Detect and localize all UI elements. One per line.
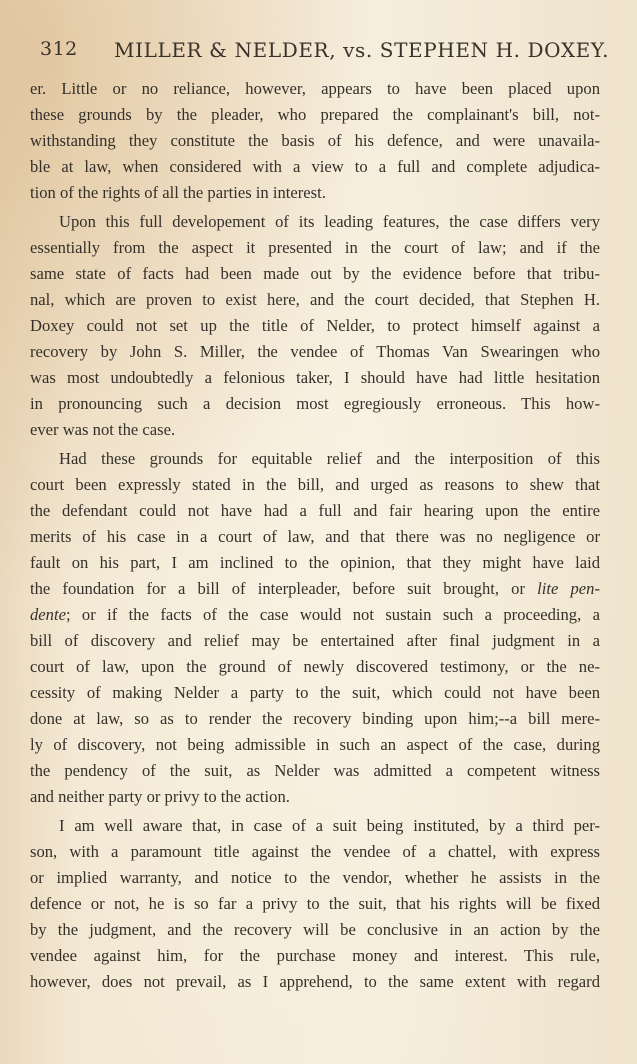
text-line: Had these grounds for equitable relief and the interposition of this: [59, 449, 600, 468]
body-text: [30, 76, 600, 998]
text-fragment: the foundation for a bill of interpleader, before suit brought, or: [30, 579, 525, 598]
text-line: the defendant could not have had a full and fair hearing upon the entire: [30, 501, 600, 520]
text-line: ever was not the case.: [30, 420, 176, 439]
text-line: these grounds by the pleader, who prepared the complainant's bill, not-: [30, 105, 600, 124]
text-line: defence or not, he is so far a privy to the suit, that his rights will be fixed: [30, 894, 600, 913]
text-line: merits of his case in a court of law, and that there was no negligence or: [30, 527, 600, 546]
paragraph-3: [30, 446, 600, 810]
page-number: 312: [40, 38, 78, 60]
text-line-with-italic: [30, 602, 600, 628]
text-line: in pronouncing such a decision most egregiously erroneous. This how-: [30, 394, 600, 413]
text-line: ly of discovery, not being admissible in such an aspect of the case, during: [30, 735, 600, 754]
text-line: tion of the rights of all the parties in interest.: [30, 183, 326, 202]
text-line: court of law, upon the ground of newly discovered testimony, or the ne-: [30, 657, 600, 676]
italic-phrase: lite pen-: [537, 579, 600, 598]
text-line: I am well aware that, in case of a suit being instituted, by a third per-: [59, 816, 600, 835]
text-line: vendee against him, for the purchase money and interest. This rule,: [30, 946, 600, 965]
text-line: bill of discovery and relief may be entertained after final judgment in a: [30, 631, 600, 650]
text-line: Upon this full developement of its leading features, the case differs very: [59, 212, 600, 231]
text-line: or implied warranty, and notice to the vendor, whether he assists in the: [30, 868, 600, 887]
text-line: cessity of making Nelder a party to the suit, which could not have been: [30, 683, 600, 702]
text-line: nal, which are proven to exist here, and the court decided, that Stephen H.: [30, 290, 600, 309]
paragraph-1: [30, 76, 600, 206]
text-line: done at law, so as to render the recovery binding upon him;--a bill mere-: [30, 709, 600, 728]
text-line: same state of facts had been made out by the evidence before that tribu-: [30, 264, 600, 283]
text-line: essentially from the aspect it presented in the court of law; and if the: [30, 238, 600, 257]
running-title: MILLER & NELDER, vs. STEPHEN H. DOXEY.: [114, 38, 610, 62]
text-line: and neither party or privy to the action.: [30, 787, 290, 806]
text-line: by the judgment, and the recovery will be conclusive in an action by the: [30, 920, 600, 939]
text-line: fault on his part, I am inclined to the opinion, that they might have laid: [30, 553, 600, 572]
text-line: withstanding they constitute the basis of his defence, and were unavaila-: [30, 131, 600, 150]
text-line: was most undoubtedly a felonious taker, I should have had little hesitation: [30, 368, 600, 387]
paragraph-2: [30, 209, 600, 443]
text-line: recovery by John S. Miller, the vendee of Thomas Van Swearingen who: [30, 342, 600, 361]
text-line: the pendency of the suit, as Nelder was admitted a competent witness: [30, 761, 600, 780]
text-line: court been expressly stated in the bill, and urged as reasons to shew that: [30, 475, 600, 494]
paragraph-4: [30, 813, 600, 995]
page-header: [30, 34, 608, 68]
text-fragment: ; or if the facts of the case would not sustain such a proceeding, a: [65, 605, 600, 624]
text-line: ble at law, when considered with a view to a full and complete adjudica-: [30, 157, 600, 176]
text-line: er. Little or no reliance, however, appears to have been placed upon: [30, 79, 600, 98]
text-line: Doxey could not set up the title of Nelder, to protect himself against a: [30, 316, 600, 335]
italic-phrase: dente: [30, 605, 66, 624]
text-line: however, does not prevail, as I apprehend, to the same extent with regard: [30, 972, 600, 991]
text-line-with-italic: [30, 576, 600, 602]
text-line: son, with a paramount title against the vendee of a chattel, with express: [30, 842, 600, 861]
